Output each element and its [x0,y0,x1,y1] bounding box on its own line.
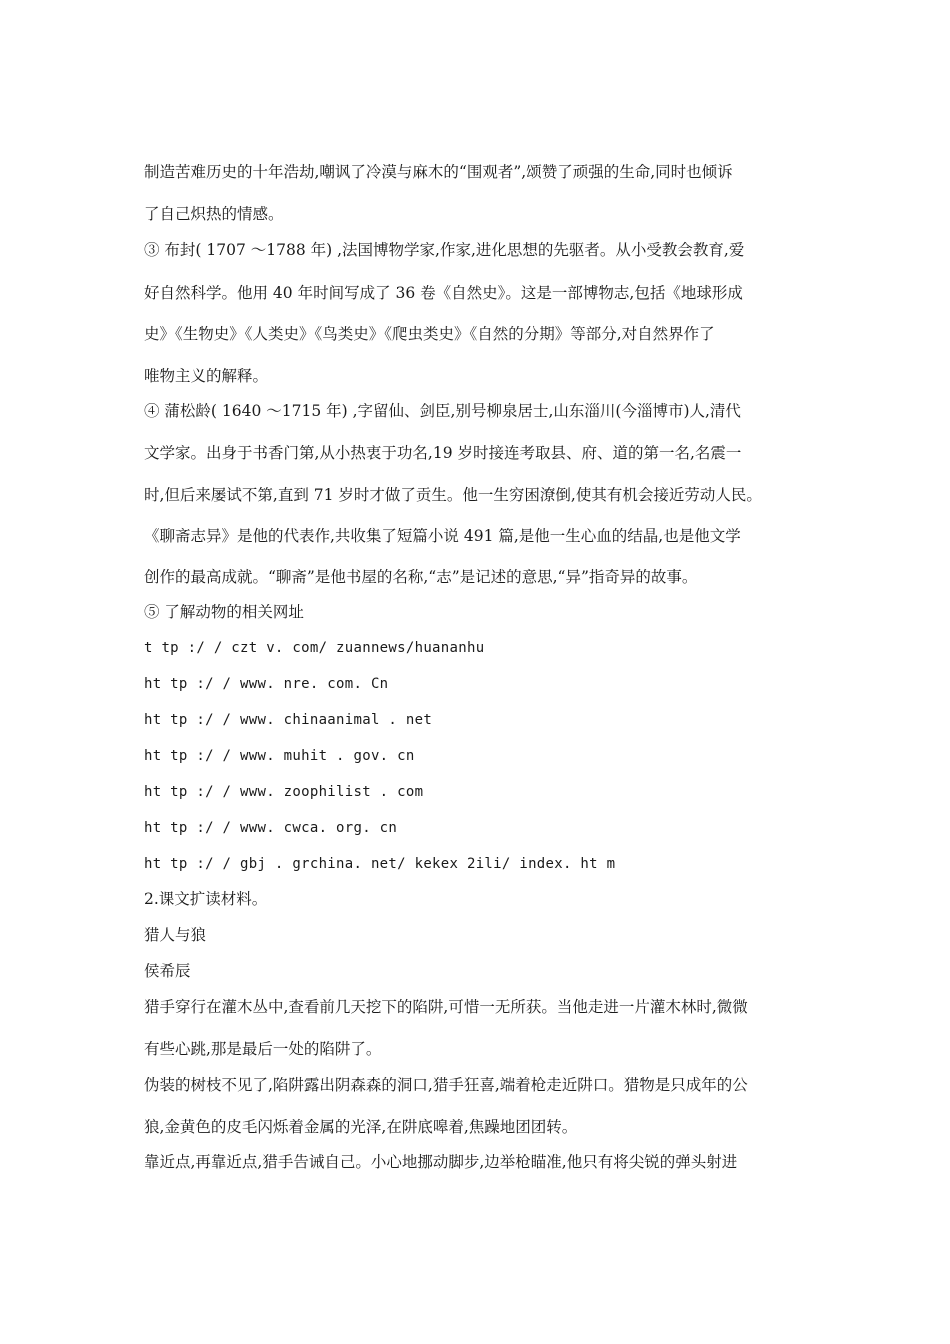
text-line: 时,但后来屡试不第,直到 71 岁时才做了贡生。他一生穷困潦倒,使其有机会接近劳动人民。 [144,486,762,504]
text-line: 好自然科学。他用 40 年时间写成了 36 卷《自然史》。这是一部博物志,包括《地球形成 [144,284,743,302]
text-line: 创作的最高成就。“聊斋”是他书屋的名称,“志”是记述的意思,“异”指奇异的故事。 [144,568,698,586]
url-line: ht tp :/ / www. nre. com. Cn [144,676,389,692]
url-line: ht tp :/ / www. cwca. org. cn [144,820,398,836]
text-line: 唯物主义的解释。 [144,367,269,385]
story-title: 猎人与狼 [144,926,207,944]
url-line: ht tp :/ / www. chinaanimal . net [144,712,433,728]
text-line: 有些心跳,那是最后一处的陷阱了。 [144,1040,382,1058]
text-line: ⑤ 了解动物的相关网址 [144,603,304,621]
section-heading: 2.课文扩读材料。 [144,890,268,908]
text-line: 伪装的树枝不见了,陷阱露出阴森森的洞口,猎手狂喜,端着枪走近阱口。猎物是只成年的公 [144,1076,748,1094]
text-line: 狼,金黄色的皮毛闪烁着金属的光泽,在阱底嗥着,焦躁地团团转。 [144,1118,578,1136]
url-line: t tp :/ / czt v. com/ zuannews/huananhu [144,640,485,656]
text-line: 制造苦难历史的十年浩劫,嘲讽了冷漠与麻木的“围观者”,颂赞了顽强的生命,同时也倾诉 [144,163,733,181]
url-line: ht tp :/ / www. muhit . gov. cn [144,748,415,764]
text-line: 靠近点,再靠近点,猎手告诫自己。小心地挪动脚步,边举枪瞄准,他只有将尖锐的弹头射进 [144,1153,738,1171]
text-line: 史》《生物史》《人类史》《鸟类史》《爬虫类史》《自然的分期》等部分,对自然界作了 [144,325,715,343]
text-line: ③ 布封( 1707 ～1788 年) ,法国博物学家,作家,进化思想的先驱者。从小受教会教育,爱 [144,241,745,259]
text-line: 《聊斋志异》是他的代表作,共收集了短篇小说 491 篇,是他一生心血的结晶,也是他文学 [144,527,741,545]
story-author: 侯希辰 [144,962,191,980]
text-line: 猎手穿行在灌木丛中,查看前几天挖下的陷阱,可惜一无所获。当他走进一片灌木林时,微微 [144,998,748,1016]
text-line: 文学家。出身于书香门第,从小热衷于功名,19 岁时接连考取县、府、道的第一名,名震一 [144,444,742,462]
text-line: ④ 蒲松龄( 1640 ～1715 年) ,字留仙、剑臣,别号柳泉居士,山东淄川(今淄博市)人,清代 [144,402,741,420]
url-line: ht tp :/ / gbj . grchina. net/ kekex 2ili/ index. ht m [144,856,616,872]
text-line: 了自己炽热的情感。 [144,205,284,223]
url-line: ht tp :/ / www. zoophilist . com [144,784,424,800]
